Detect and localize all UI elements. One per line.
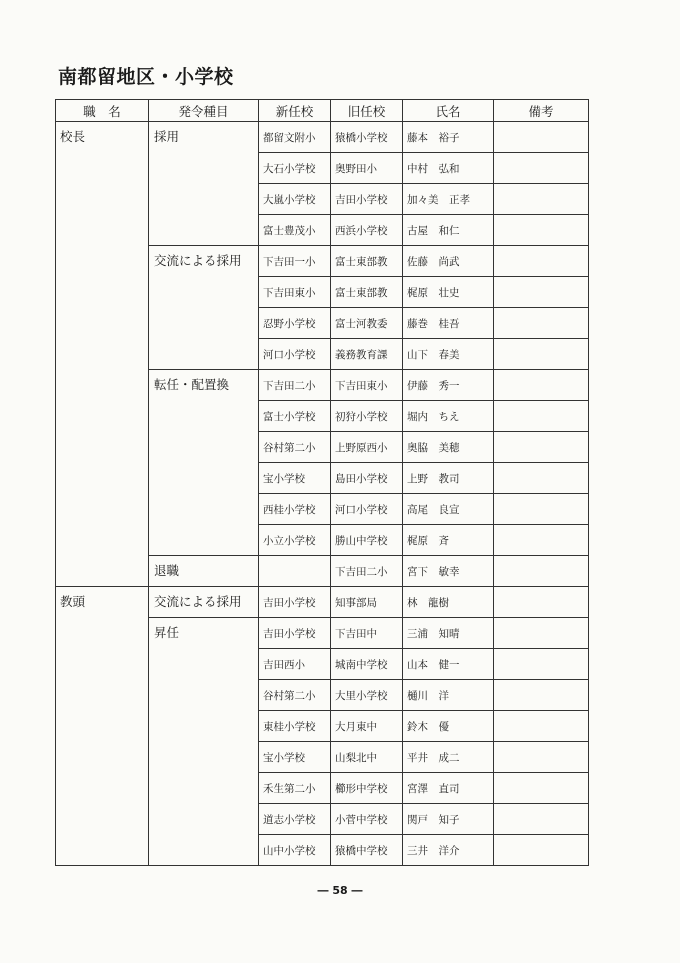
order-type-cell: 昇任: [149, 618, 259, 866]
old-school-cell: 勝山中学校: [331, 525, 403, 556]
table-header-row: [56, 100, 589, 122]
remarks-cell: [494, 401, 589, 432]
name-cell: 中村 弘和: [403, 153, 494, 184]
name-cell: 林 龍樹: [403, 587, 494, 618]
new-school-cell: 吉田小学校: [259, 618, 331, 649]
name-cell: 奥脇 美穂: [403, 432, 494, 463]
name-cell: 三井 洋介: [403, 835, 494, 866]
position-cell: 教頭: [56, 587, 149, 866]
table-row: [56, 587, 589, 618]
order-type-cell: 退職: [149, 556, 259, 587]
personnel-table: [55, 99, 589, 866]
remarks-cell: [494, 277, 589, 308]
remarks-cell: [494, 711, 589, 742]
name-cell: 樋川 洋: [403, 680, 494, 711]
new-school-cell: 道志小学校: [259, 804, 331, 835]
old-school-cell: 下吉田中: [331, 618, 403, 649]
header-remarks: 備考: [494, 100, 589, 122]
new-school-cell: 富士豊茂小: [259, 215, 331, 246]
old-school-cell: 大月東中: [331, 711, 403, 742]
remarks-cell: [494, 184, 589, 215]
old-school-cell: 富士河教委: [331, 308, 403, 339]
new-school-cell: 宝小学校: [259, 463, 331, 494]
remarks-cell: [494, 370, 589, 401]
old-school-cell: 山梨北中: [331, 742, 403, 773]
old-school-cell: 下吉田二小: [331, 556, 403, 587]
order-type-cell: 交流による採用: [149, 246, 259, 370]
new-school-cell: 西桂小学校: [259, 494, 331, 525]
name-cell: 佐藤 尚武: [403, 246, 494, 277]
remarks-cell: [494, 804, 589, 835]
old-school-cell: 河口小学校: [331, 494, 403, 525]
remarks-cell: [494, 680, 589, 711]
remarks-cell: [494, 215, 589, 246]
remarks-cell: [494, 587, 589, 618]
new-school-cell: 吉田小学校: [259, 587, 331, 618]
header-order-type: 発令種目: [149, 100, 259, 122]
new-school-cell: 河口小学校: [259, 339, 331, 370]
page-number: ― 58 ―: [317, 884, 363, 897]
new-school-cell: 小立小学校: [259, 525, 331, 556]
name-cell: 古屋 和仁: [403, 215, 494, 246]
old-school-cell: 富士東部教: [331, 277, 403, 308]
new-school-cell: 宝小学校: [259, 742, 331, 773]
name-cell: 高尾 良宣: [403, 494, 494, 525]
old-school-cell: 島田小学校: [331, 463, 403, 494]
name-cell: 三浦 知晴: [403, 618, 494, 649]
old-school-cell: 猿橋中学校: [331, 835, 403, 866]
new-school-cell: [259, 556, 331, 587]
old-school-cell: 吉田小学校: [331, 184, 403, 215]
remarks-cell: [494, 463, 589, 494]
name-cell: 堀内 ちえ: [403, 401, 494, 432]
remarks-cell: [494, 742, 589, 773]
name-cell: 山下 春美: [403, 339, 494, 370]
name-cell: 加々美 正孝: [403, 184, 494, 215]
new-school-cell: 下吉田二小: [259, 370, 331, 401]
new-school-cell: 吉田西小: [259, 649, 331, 680]
new-school-cell: 大嵐小学校: [259, 184, 331, 215]
order-type-cell: 交流による採用: [149, 587, 259, 618]
new-school-cell: 大石小学校: [259, 153, 331, 184]
remarks-cell: [494, 835, 589, 866]
old-school-cell: 下吉田東小: [331, 370, 403, 401]
old-school-cell: 猿橋小学校: [331, 122, 403, 153]
header-new-school: 新任校: [259, 100, 331, 122]
order-type-cell: 採用: [149, 122, 259, 246]
name-cell: 宮澤 直司: [403, 773, 494, 804]
page-title: 南都留地区・小学校: [58, 66, 234, 88]
name-cell: 関戸 知子: [403, 804, 494, 835]
new-school-cell: 東桂小学校: [259, 711, 331, 742]
name-cell: 梶原 斉: [403, 525, 494, 556]
old-school-cell: 初狩小学校: [331, 401, 403, 432]
table-row: [56, 122, 589, 153]
old-school-cell: 西浜小学校: [331, 215, 403, 246]
header-name: 氏名: [403, 100, 494, 122]
header-position: 職 名: [56, 100, 149, 122]
new-school-cell: 谷村第二小: [259, 680, 331, 711]
old-school-cell: 知事部局: [331, 587, 403, 618]
name-cell: 伊藤 秀一: [403, 370, 494, 401]
remarks-cell: [494, 649, 589, 680]
old-school-cell: 大里小学校: [331, 680, 403, 711]
new-school-cell: 忍野小学校: [259, 308, 331, 339]
name-cell: 山本 健一: [403, 649, 494, 680]
name-cell: 上野 教司: [403, 463, 494, 494]
remarks-cell: [494, 494, 589, 525]
remarks-cell: [494, 339, 589, 370]
remarks-cell: [494, 308, 589, 339]
old-school-cell: 奥野田小: [331, 153, 403, 184]
name-cell: 平井 成二: [403, 742, 494, 773]
name-cell: 鈴木 優: [403, 711, 494, 742]
position-cell: 校長: [56, 122, 149, 587]
order-type-cell: 転任・配置換: [149, 370, 259, 556]
new-school-cell: 富士小学校: [259, 401, 331, 432]
new-school-cell: 山中小学校: [259, 835, 331, 866]
new-school-cell: 都留文附小: [259, 122, 331, 153]
header-old-school: 旧任校: [331, 100, 403, 122]
old-school-cell: 義務教育課: [331, 339, 403, 370]
new-school-cell: 禾生第二小: [259, 773, 331, 804]
old-school-cell: 上野原西小: [331, 432, 403, 463]
remarks-cell: [494, 432, 589, 463]
old-school-cell: 櫛形中学校: [331, 773, 403, 804]
old-school-cell: 城南中学校: [331, 649, 403, 680]
name-cell: 藤巻 桂吾: [403, 308, 494, 339]
name-cell: 藤本 裕子: [403, 122, 494, 153]
remarks-cell: [494, 153, 589, 184]
new-school-cell: 下吉田一小: [259, 246, 331, 277]
remarks-cell: [494, 525, 589, 556]
name-cell: 宮下 敏幸: [403, 556, 494, 587]
remarks-cell: [494, 122, 589, 153]
remarks-cell: [494, 556, 589, 587]
old-school-cell: 富士東部教: [331, 246, 403, 277]
remarks-cell: [494, 618, 589, 649]
remarks-cell: [494, 246, 589, 277]
new-school-cell: 下吉田東小: [259, 277, 331, 308]
new-school-cell: 谷村第二小: [259, 432, 331, 463]
remarks-cell: [494, 773, 589, 804]
name-cell: 梶原 壮史: [403, 277, 494, 308]
old-school-cell: 小菅中学校: [331, 804, 403, 835]
